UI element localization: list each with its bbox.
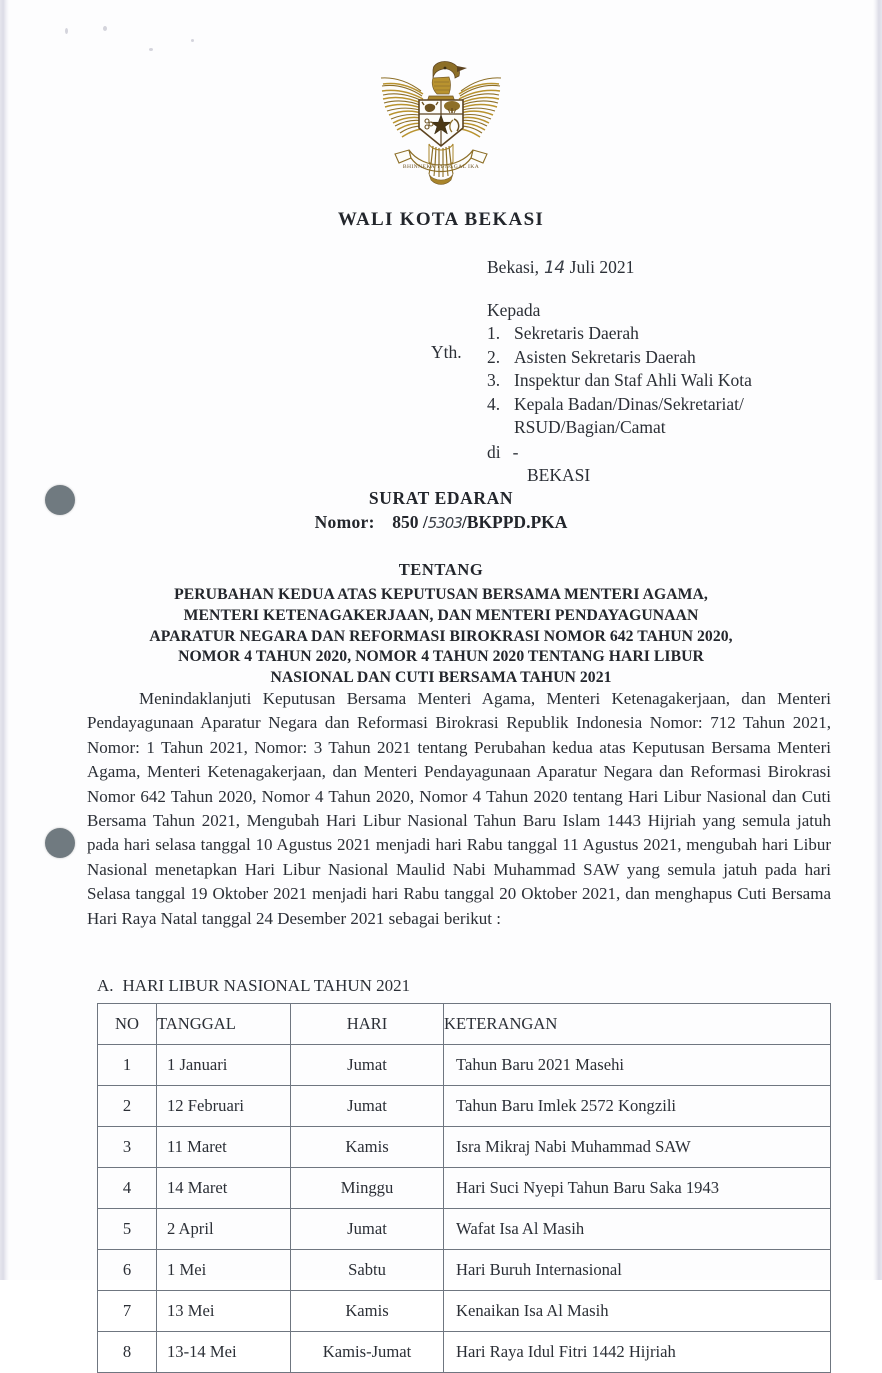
di-row [487,441,752,465]
subject-line: APARATUR NEGARA DAN REFORMASI BIROKRASI NOMOR 642 TAHUN 2020, [149,626,733,645]
scan-speck [103,26,107,31]
column-header-hari: HARI [291,1004,444,1045]
column-header-tanggal: TANGGAL [157,1004,291,1045]
list-item [487,322,752,346]
scan-speck [191,39,194,42]
cell-no: 7 [98,1291,157,1332]
nomor-handwritten: 5303 [427,514,462,532]
garuda-head [433,61,460,78]
recipient-text: Kepala Badan/Dinas/Sekretariat/ [514,393,744,414]
di-city: BEKASI [527,465,591,485]
table-header [98,1004,831,1045]
cell-tanggal: 2 April [157,1209,291,1250]
binder-hole-mark [45,828,75,858]
cell-hari: Jumat [291,1209,444,1250]
table-row [98,1127,831,1168]
cell-no: 2 [98,1086,157,1127]
pancasila-shield [419,100,463,146]
column-header-keterangan: KETERANGAN [444,1004,831,1045]
subject-line: NASIONAL DAN CUTI BERSAMA TAHUN 2021 [270,668,612,687]
cell-keterangan: Tahun Baru Imlek 2572 Kongzili [444,1086,831,1127]
svg-text:BHINNEKA TUNGGAL IKA: BHINNEKA TUNGGAL IKA [402,164,480,170]
table-row [98,1250,831,1291]
scan-edge-right [873,0,882,1280]
table-row [98,1086,831,1127]
national-holidays-table [97,1003,831,1373]
cell-hari: Kamis [291,1291,444,1332]
recipient-number: 2. [487,346,501,367]
cell-keterangan: Wafat Isa Al Masih [444,1209,831,1250]
cell-no: 1 [98,1045,157,1086]
nomor-suffix: /BKPPD.PKA [461,512,568,532]
recipient-number: 3. [487,370,501,390]
body-paragraph: Menindaklanjuti Keputusan Bersama Menteri Agama, Menteri Ketenagakerjaan, dan Menteri Pendayagunaan Aparatur Negara dan Reformasi Birokrasi Republik Indonesia Nomor: 712 Tahun 2021, Nomor: 1 Tahun 2021, Nomor: 3 Tahun 2021 tentang Perubahan kedua atas Keputusan Bersama Menteri Agama, Menteri Ketenagakerjaan, dan Menteri Pendayagunaan Aparatur Negara dan Reformasi Birokrasi Nomor 642 Tahun 2020, Nomor 4 Tahun 2020, Nomor 4 Tahun 2020 tentang Hari Libur Nasional dan Cuti Bersama Tahun 2021, Mengubah Hari Libur Nasional Tahun Baru Islam 1443 Hijriah yang semula jatuh pada hari selasa tanggal 10 Agustus 2021 menjadi hari Rabu tanggal 11 Agustus 2021, mengubah hari Libur Nasional menetapkan Hari Libur Nasional Maulid Nabi Muhammad SAW yang semula jatuh pada hari Selasa tanggal 19 Oktober 2021 menjadi hari Rabu tanggal 20 Oktober 2021, dan menghapus Cuti Bersama Hari Raya Natal tanggal 24 Desember 2021 sebagai berikut : [87,689,831,928]
table-row [98,1332,831,1373]
date-month-year: Juli 2021 [569,257,635,277]
cell-hari: Sabtu [291,1250,444,1291]
cell-keterangan: Hari Raya Idul Fitri 1442 Hijriah [444,1332,831,1373]
di-label: di [487,441,501,462]
nomor-prefix: 850 / [392,512,428,532]
recipient-number: 1. [487,323,501,343]
tentang-label: TENTANG [398,560,484,579]
organization-title: WALI KOTA BEKASI [337,209,545,230]
di-dash: - [512,441,519,462]
recipient-text: Asisten Sekretaris Daerah [514,346,696,367]
scan-speck [149,48,153,51]
subject-line: MENTERI KETENAGAKERJAAN, DAN MENTERI PENDAYAGUNAAN [183,605,699,624]
letter-type-title: SURAT EDARAN [368,488,514,508]
subject-block [22,584,860,688]
recipient-text: Sekretaris Daerah [514,323,639,343]
cell-hari: Kamis [291,1127,444,1168]
date-day-handwritten: 14 [544,258,565,278]
binder-hole-mark [45,485,75,515]
city-label: Bekasi, [487,257,540,277]
cell-hari: Minggu [291,1168,444,1209]
cell-hari: Jumat [291,1086,444,1127]
cell-keterangan: Kenaikan Isa Al Masih [444,1291,831,1332]
cell-keterangan: Hari Suci Nyepi Tahun Baru Saka 1943 [444,1168,831,1209]
cell-tanggal: 14 Maret [157,1168,291,1209]
recipient-list [487,322,752,416]
table-row [98,1209,831,1250]
scan-speck [65,28,68,34]
cell-tanggal: 1 Januari [157,1045,291,1086]
recipient-number: 4. [487,393,501,414]
cell-tanggal: 11 Maret [157,1127,291,1168]
list-item [487,346,752,370]
section-title: HARI LIBUR NASIONAL TAHUN 2021 [122,976,411,995]
table-body [98,1045,831,1373]
date-line [487,256,752,280]
letter-title-block [9,488,873,688]
cell-hari: Jumat [291,1045,444,1086]
list-item [487,393,752,417]
paper-sheet [9,0,873,1361]
cell-no: 6 [98,1250,157,1291]
table-row [98,1291,831,1332]
table-row [98,1168,831,1209]
cell-no: 5 [98,1209,157,1250]
subject-line: NOMOR 4 TAHUN 2020, NOMOR 4 TAHUN 2020 TENTANG HARI LIBUR [178,647,704,666]
emblem-container [9,58,873,190]
cell-keterangan: Hari Buruh Internasional [444,1250,831,1291]
kepada-label: Kepada [487,300,541,320]
cell-hari: Kamis-Jumat [291,1332,444,1373]
list-item [487,369,752,393]
column-header-no: NO [98,1004,157,1045]
letter-number-line [9,512,873,533]
section-a-heading [97,976,410,996]
cell-tanggal: 1 Mei [157,1250,291,1291]
cell-tanggal: 12 Februari [157,1086,291,1127]
address-block [431,256,752,488]
recipient-text: Inspektur dan Staf Ahli Wali Kota [514,370,752,390]
table-row [98,1045,831,1086]
section-letter: A. [97,976,114,995]
cell-no: 8 [98,1332,157,1373]
garuda-pancasila-emblem [371,58,511,190]
yth-label: Yth. [431,342,462,362]
nomor-label: Nomor: [314,512,375,532]
cell-tanggal: 13 Mei [157,1291,291,1332]
cell-tanggal: 13-14 Mei [157,1332,291,1373]
recipient-continuation: RSUD/Bagian/Camat [514,417,666,437]
scan-edge-left [0,0,9,1280]
cell-keterangan: Isra Mikraj Nabi Muhammad SAW [444,1127,831,1168]
cell-no: 3 [98,1127,157,1168]
table-header-row [98,1004,831,1045]
cell-keterangan: Tahun Baru 2021 Masehi [444,1045,831,1086]
subject-line: PERUBAHAN KEDUA ATAS KEPUTUSAN BERSAMA MENTERI AGAMA, [174,585,708,603]
cell-no: 4 [98,1168,157,1209]
